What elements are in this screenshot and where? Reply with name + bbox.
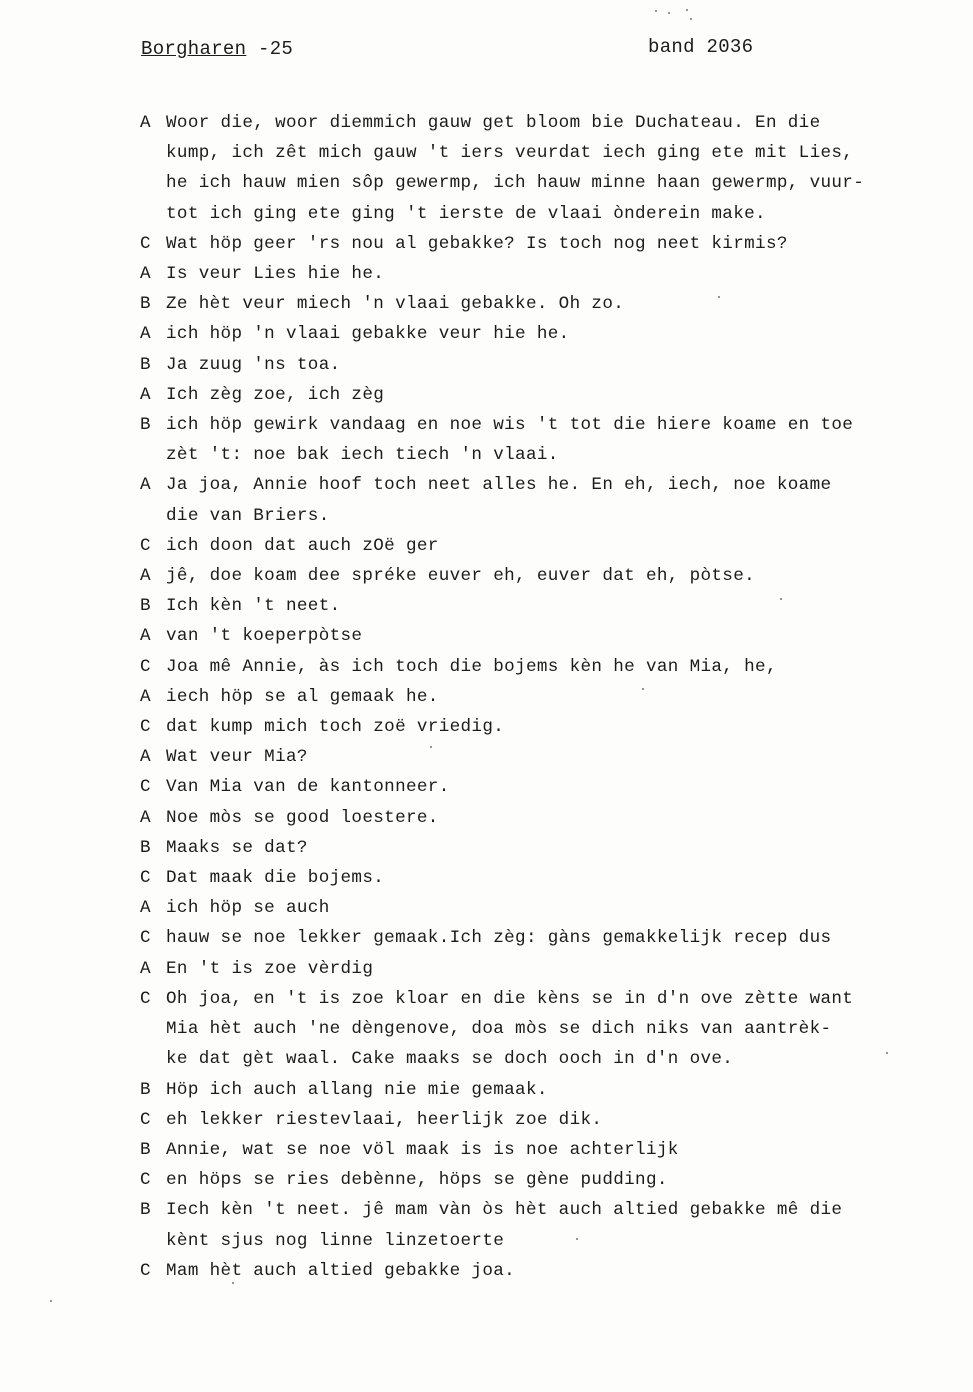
scan-speck — [886, 1052, 888, 1054]
text-line: dat kump mich toch zoë vriedig. — [166, 717, 505, 738]
turn-text — [166, 712, 955, 742]
scan-speck — [780, 598, 782, 600]
transcript-turn — [140, 319, 955, 349]
speaker-label: A — [140, 324, 151, 345]
text-line: tot ich ging ete ging 't ierste de vlaai ònderein make. — [166, 203, 766, 224]
speaker-label: C — [140, 1109, 151, 1130]
speaker-label: C — [140, 233, 151, 254]
turn-text — [166, 108, 955, 229]
speaker-label: B — [140, 294, 151, 315]
turn-text — [166, 591, 955, 621]
speaker-label: B — [140, 354, 151, 375]
speaker-label: C — [140, 868, 151, 889]
speaker-label: C — [140, 988, 151, 1009]
turn-text — [166, 652, 955, 682]
turn-text — [166, 803, 955, 833]
scan-speck — [668, 12, 670, 14]
text-line: Ich zèg zoe, ich zèg — [166, 384, 385, 405]
transcript-turn — [140, 108, 955, 229]
transcript-turn — [140, 591, 955, 621]
scan-speck — [576, 1238, 578, 1240]
text-line: ich höp gewirk vandaag en noe wis 't tot die hiere koame en toe — [166, 415, 854, 436]
transcript-turn — [140, 1075, 955, 1105]
text-line: Oh joa, en 't is zoe kloar en die kèns se in d'n ove zètte want — [166, 988, 854, 1009]
location-name: Borgharen — [141, 38, 247, 60]
turn-text — [166, 470, 955, 530]
text-line: Noe mòs se good loestere. — [166, 807, 439, 828]
turn-text — [166, 923, 955, 953]
speaker-label: C — [140, 1170, 151, 1191]
speaker-label: A — [140, 113, 151, 133]
turn-text — [166, 893, 955, 923]
speaker-label: A — [140, 475, 151, 496]
transcript-turn — [140, 561, 955, 591]
text-line: Maaks se dat? — [166, 837, 308, 858]
speaker-label: A — [140, 384, 151, 405]
speaker-label: C — [140, 656, 151, 677]
turn-text — [166, 621, 955, 651]
scan-speck — [718, 296, 720, 298]
speaker-label: B — [140, 1139, 151, 1160]
speaker-label: B — [140, 1079, 151, 1100]
turn-text — [166, 1195, 955, 1255]
text-line: Ja joa, Annie hoof toch neet alles he. En eh, iech, noe koame — [166, 475, 832, 496]
text-line: ich höp se auch — [166, 898, 330, 919]
turn-text — [166, 410, 955, 470]
text-line: he ich hauw mien sôp gewermp, ich hauw minne haan gewermp, vuur- — [166, 173, 865, 194]
transcript-turn — [140, 259, 955, 289]
transcript-turn — [140, 833, 955, 863]
turn-text — [166, 954, 955, 984]
speaker-label: A — [140, 626, 151, 647]
speaker-label: C — [140, 928, 151, 949]
text-line: ich höp 'n vlaai gebakke veur hie he. — [166, 324, 570, 345]
text-line: kump, ich zêt mich gauw 't iers veurdat iech ging ete mit Lies, — [166, 143, 854, 164]
text-line: Mia hèt auch 'ne dèngenove, doa mòs se dich niks van aantrèk- — [166, 1019, 832, 1040]
text-line: zèt 't: noe bak iech tiech 'n vlaai. — [166, 445, 559, 466]
transcript-turn — [140, 1135, 955, 1165]
transcript — [140, 108, 955, 1286]
transcript-turn — [140, 380, 955, 410]
speaker-label: B — [140, 837, 151, 858]
transcript-turn — [140, 1165, 955, 1195]
text-line: Van Mia van de kantonneer. — [166, 777, 450, 798]
text-line: Ze hèt veur miech 'n vlaai gebakke. Oh zo. — [166, 294, 625, 315]
speaker-label: A — [140, 566, 151, 587]
turn-text — [166, 863, 955, 893]
transcript-turn — [140, 652, 955, 682]
scan-speck — [50, 1300, 52, 1302]
turn-text — [166, 1256, 955, 1286]
speaker-label: B — [140, 1200, 151, 1221]
text-line: Ich kèn 't neet. — [166, 596, 341, 617]
turn-text — [166, 319, 955, 349]
transcript-turn — [140, 954, 955, 984]
text-line: En 't is zoe vèrdig — [166, 958, 374, 979]
text-line: eh lekker riestevlaai, heerlijk zoe dik. — [166, 1109, 603, 1130]
page-header-location — [141, 38, 293, 60]
speaker-label: B — [140, 596, 151, 617]
turn-text — [166, 833, 955, 863]
transcript-turn — [140, 923, 955, 953]
text-line: Is veur Lies hie he. — [166, 264, 385, 285]
transcript-turn — [140, 984, 955, 1075]
band-number: band 2036 — [648, 36, 754, 58]
turn-text — [166, 350, 955, 380]
scan-speck — [690, 18, 692, 20]
text-line: en höps se ries debènne, höps se gène pudding. — [166, 1170, 668, 1191]
text-line: Wat höp geer 'rs nou al gebakke? Is toch nog neet kirmis? — [166, 233, 788, 254]
transcript-turn — [140, 742, 955, 772]
text-line: jê, doe koam dee spréke euver eh, euver dat eh, pòtse. — [166, 566, 756, 587]
text-line: Iech kèn 't neet. jê mam vàn òs hèt auch altied gebakke mê die — [166, 1200, 843, 1221]
speaker-label: A — [140, 898, 151, 919]
speaker-label: A — [140, 686, 151, 707]
turn-text — [166, 289, 955, 319]
text-line: hauw se noe lekker gemaak.Ich zèg: gàns gemakkelijk recep dus — [166, 928, 832, 949]
text-line: iech höp se al gemaak he. — [166, 686, 439, 707]
speaker-label: C — [140, 535, 151, 556]
text-line: kènt sjus nog linne linzetoerte — [166, 1230, 505, 1251]
text-line: ke dat gèt waal. Cake maaks se doch ooch in d'n ove. — [166, 1049, 734, 1070]
text-line: van 't koeperpòtse — [166, 626, 363, 647]
speaker-label: B — [140, 415, 151, 436]
turn-text — [166, 531, 955, 561]
text-line: die van Briers. — [166, 505, 330, 526]
transcript-turn — [140, 893, 955, 923]
text-line: Wat veur Mia? — [166, 747, 308, 768]
text-line: Annie, wat se noe völ maak is is noe achterlijk — [166, 1139, 679, 1160]
text-line: Woor die, woor diemmich gauw get bloom bie Duchateau. En die — [166, 113, 821, 133]
turn-text — [166, 682, 955, 712]
transcript-turn — [140, 289, 955, 319]
scan-speck — [642, 688, 644, 690]
transcript-turn — [140, 772, 955, 802]
scan-speck — [232, 1282, 234, 1284]
transcript-turn — [140, 410, 955, 470]
transcript-turn — [140, 863, 955, 893]
turn-text — [166, 259, 955, 289]
page-number: -25 — [246, 38, 294, 60]
speaker-label: A — [140, 958, 151, 979]
speaker-label: C — [140, 777, 151, 798]
scan-speck — [430, 746, 432, 748]
text-line: Höp ich auch allang nie mie gemaak. — [166, 1079, 548, 1100]
turn-text — [166, 772, 955, 802]
speaker-label: A — [140, 264, 151, 285]
transcript-turn — [140, 682, 955, 712]
speaker-label: A — [140, 747, 151, 768]
transcript-turn — [140, 350, 955, 380]
text-line: Mam hèt auch altied gebakke joa. — [166, 1260, 516, 1281]
speaker-label: A — [140, 807, 151, 828]
text-line: Ja zuug 'ns toa. — [166, 354, 341, 375]
text-line: Dat maak die bojems. — [166, 868, 385, 889]
turn-text — [166, 1105, 955, 1135]
speaker-label: C — [140, 717, 151, 738]
turn-text — [166, 1165, 955, 1195]
speaker-label: C — [140, 1260, 151, 1281]
text-line: ich doon dat auch zOë ger — [166, 535, 439, 556]
transcript-turn — [140, 1256, 955, 1286]
transcript-turn — [140, 1195, 955, 1255]
turn-text — [166, 742, 955, 772]
scan-speck — [655, 10, 657, 12]
turn-text — [166, 561, 955, 591]
transcript-turn — [140, 803, 955, 833]
text-line: Joa mê Annie, às ich toch die bojems kèn he van Mia, he, — [166, 656, 777, 677]
transcript-turn — [140, 621, 955, 651]
transcript-turn — [140, 712, 955, 742]
transcript-turn — [140, 531, 955, 561]
turn-text — [166, 380, 955, 410]
turn-text — [166, 1135, 955, 1165]
transcript-turn — [140, 1105, 955, 1135]
scan-speck — [686, 9, 688, 11]
turn-text — [166, 984, 955, 1075]
transcript-turn — [140, 229, 955, 259]
transcript-turn — [140, 470, 955, 530]
turn-text — [166, 1075, 955, 1105]
turn-text — [166, 229, 955, 259]
